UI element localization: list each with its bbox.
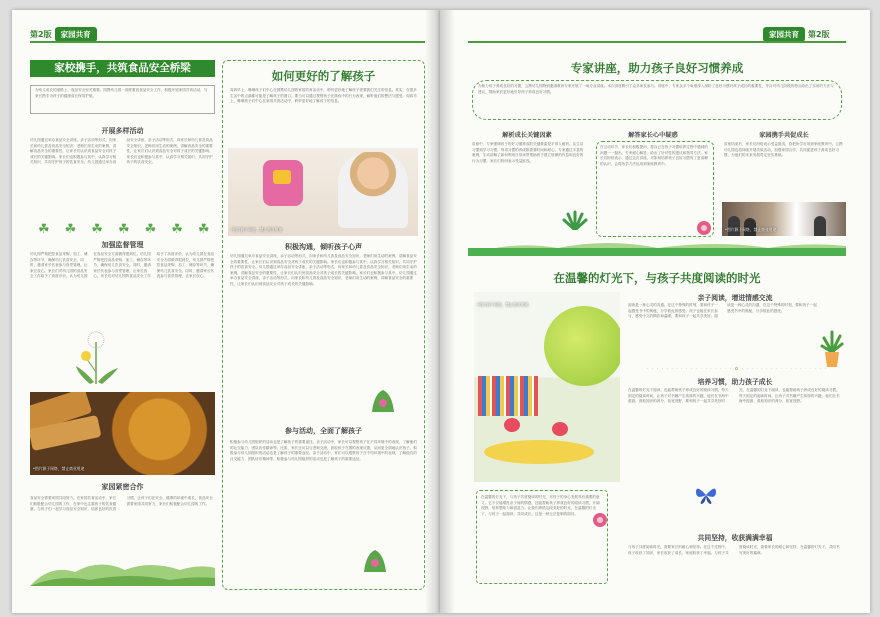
photo-caption: *图片源于网络，禁止商业用途 [231,227,283,232]
section-title: 培养习惯，助力孩子成长 [697,378,773,386]
leaf-illustration [360,548,390,574]
section-title: 家园紧密合作 [101,483,144,491]
middle-intro: 周四早上，琳琳孩子们中心在园携幼儿园的家园共育活动中，聆听更好地了解孩子需要我们关注的信息。其实，在很多生活中的点滴都可能是了解孩子的窗口。要当可以通过观察孩子在游戏中的行为表现，倾听他们的想法与感受。周四早上，琳琳孩子们中心在家园共育活动中，聆听更好地了解孩子的信息。 [230,88,417,104]
photo-caption: *图片源于网络，禁止商业用途 [725,227,777,232]
section-title: 积极沟通，倾听孩子心声 [285,243,362,251]
section-body: 积极参与幼儿园组织的活动也是了解孩子的重要途径。亲子活动中，家长可以观察孩子在不同环境中的表现，了解他们的社交能力、团队协作精神等。比如，家长还可以与老师交流，获取孩子在园的表现反馈，从而更全面地认识孩子。积极参与幼儿园组织的活动也是了解孩子的重要途径。亲子活动中，家长可以观察孩子在不同环境中的表现，了解他们的社交能力、团队协作精神等。积极参与幼儿园组织的活动也是了解孩子的重要途径。 [230,440,417,461]
section-body: 幼儿园通过举办食品安全讲座，亲子活动等形式，向家长和幼儿普及食品安全知识，老师们用生动的案例，讲解食品安全的重要性，让家长们认识到食品安全对孩子成长的关键影响。家长们也积极参与其中，认真学习相关知识，共同守护孩子的饮食安全。幼儿园通过举办食品安全讲座，亲子活动等形式，向家长和幼儿普及食品安全知识，老师们用生动的案例，讲解食品安全的重要性，让家长们认识到食品安全对孩子成长的关键影响。家长们也积极参与其中。幼儿园通过举办食品安全讲座，亲子活动等形式，向家长和幼儿普及食品安全知识，老师们用生动的案例，讲解食品安全的重要性，让家长们认识到食品安全对孩子成长的关键影响。 [230,254,417,286]
butterfly-illustration [694,484,718,506]
potted-plant-illustration [820,330,844,368]
plant-illustration [560,210,590,230]
flower-illustration [692,216,716,240]
section-label: 家园共育 [55,27,97,42]
right-intro-box: 为助力孩子养成良好的习惯，云携幼儿园特别邀请教育专家开展了一场专业讲座。本次讲座吸引了众多家长参与。讲座中，专家从多个角度深入剖析了良好习惯对孩子成长的重要性，并针对幼儿阶段的特点给出了实用的方法与建议，帮助家长更好地引导孩子养成良好习惯。 [472,80,842,120]
section-title: 开展多样活动 [101,127,144,135]
food-photo [30,392,215,475]
flower-illustration [588,508,612,532]
grass-divider [468,238,846,256]
lecture-photo [722,202,846,236]
reading-note-box: 在温馨的灯光下，与孩子共度阅读的时光，对孩子的身心发展具有重要的意义。它不仅能增进亲子间的情感，还能帮助孩子养成良好的阅读习惯，开阔视野，培养想象力和创造力。让我们珍惜这段美好的时光，在温馨的灯光下，与孩子一起阅读，共同成长。这是一种无法复制的陪伴。 [476,490,608,584]
page-number: 第2版 [30,30,52,39]
green-dome [544,306,620,386]
audience-figure [814,216,826,236]
column-title: 家园携手共促成长 [759,132,809,139]
yellow-floor [484,440,594,464]
audience-figure [728,216,740,236]
section-title: 共同坚持，收获满满幸福 [697,534,773,542]
child-figure [338,152,408,228]
column-body: 在互动环节，家长们积极提问，将自己在孩子习惯培养过程中遇到的问题一一抛出。专家耐心解答，给出了针对性的建议和指导方法。家长们纷纷表示，通过这次讲座，对如何培养孩子良好习惯有了更清晰的认识，会将所学方法运用到家庭教育中。 [596,141,714,237]
banner-title: 家校携手，共筑食品安全桥梁 [30,60,215,77]
section-title: 亲子阅读，增进情感交流 [697,294,773,302]
library-photo [474,292,620,482]
section-body: 阅读是一种心灵的沟通。在这个特殊的时刻，要和孩子一起感受书中的奥秘，分享彼此的感受。孩子也能在家长参与，感受中文的精彩和温暖，要和孩子一起共享美好。阅读是一种心灵的沟通，在这个特殊的时刻，要和孩子一起感受书中的奥秘，分享彼此的感受。 [628,303,817,319]
clover-divider: ☘☘☘☘☘☘☘ [38,222,225,237]
section-label: 家园共育 [763,27,805,42]
section-body: 与孩子共度阅读时光，需要家长的耐心和坚持。在这个过程中，孩子收获了知识，家长收获了成长，家庭收获了幸福。与孩子共度阅读时光，需要家长的耐心和坚持，在温馨的灯光下，共同书写美好的篇章。 [628,545,840,555]
section-body: 食品安全需要家园共同努力。在家园共育活动中，家长们积极配合幼儿园的工作，在家中也注重孩子的饮食健康。与孩子们一起学习食品安全知识，培养良好的饮食习惯，让孩子们在安全、健康的环境中成长。食品安全需要家园共同努力，家长们积极配合幼儿园的工作。 [30,496,213,512]
right-title: 专家讲座，助力孩子良好习惯养成 [570,61,744,75]
dandelion-illustration [70,328,122,386]
dotted-divider: · · · · · · · · · · · · · · · · · · ✿ · · · · · · · · · · · · · · · · · · [647,367,827,372]
column-title: 解析成长关键因素 [502,132,552,139]
toy-window [273,170,291,184]
column-title: 解答家长心中疑惑 [628,132,678,139]
section-body: 幼儿园通过举办食品安全讲座，亲子活动等形式，向家长和幼儿普及食品安全知识，老师们用生动的案例，讲解食品安全的重要性，让家长们认识到食品安全对孩子成长的关键影响。家长们也积极参与其中，认真学习相关知识，共同守护孩子的饮食安全。幼儿园通过举办食品安全讲座，亲子活动等形式，向家长和幼儿普及食品安全知识，老师们用生动的案例，讲解食品安全的重要性，让家长们认识到食品安全对孩子成长的关键影响。家长们也积极参与其中，认真学习相关知识，共同守护孩子的饮食安全。 [30,138,213,165]
column-body: 讲座结束后，家长们纷纷表示受益匪浅，将把所学应用到家庭教育中。云携幼儿园也将持续开展类似活动，加强家园合作，共同促进孩子养成良好习惯，为他们的未来发展奠定坚实基础。 [724,142,843,158]
right-header-rule [468,41,846,43]
section-title: 加强监督管理 [101,241,144,249]
photo-caption: *图片源于网络，禁止商业用途 [33,466,85,471]
reading-title: 在温馨的灯光下，与孩子共度阅读的时光 [553,271,761,285]
red-stool [504,418,520,432]
page-number: 第2版 [808,30,830,39]
leaf-illustration [368,388,398,414]
photo-caption: *图片源于网络，禁止商业用途 [477,302,529,307]
column-body: 讲座中，专家强调孩子的好习惯养成的关键要素是平常入耐析。从生活习惯到学习习惯，每项习惯的养成都需要时间和耐心。专家通过丰富的案例，生动讲解了如何利用日常场景帮助孩子建立规律的作息和良好的行为习惯，家长们纷纷表示受益匪浅。 [472,142,584,163]
middle-title: 如何更好的了解孩子 [271,69,376,83]
grass-illustration [30,556,215,586]
child-play-photo [228,148,418,236]
red-stool [552,422,568,436]
bookshelf [478,376,538,416]
intro-box: 为幼儿成长的道路上，食品安全至关重要。园携幼儿园一高度重视食品安全工作，积极开展家园共育活动，与家长携手为孩子的健康成长保驾护航。 [30,85,215,114]
section-body: 幼儿园严格把控食品采购、加工、储存等环节，确保幼儿饮食安全。同时，邀请家长代表参与食堂管理，让家长放心。家长们对幼儿园的食品安全工作给予了高度评价，认为幼儿园在食品安全方面做得很到位。幼儿园严格把控食品采购、加工、储存等环节，确保幼儿饮食安全。同时，邀请家长代表参与食堂管理，让家长放心。家长们对幼儿园的食品安全工作给予了高度评价，认为幼儿园在食品安全方面做得很到位，幼儿园严格把控食品采购、加工、储存等环节，确保幼儿饮食安全。同时，邀请家长代表参与食堂管理，让家长放心。 [30,252,215,279]
section-body: 在温馨的灯光下阅读，也能帮助孩子养成良好的阅读习惯。每天固定的阅读时间，让孩子对书籍产生浓厚的兴趣，他们在书海中遨游，汲取知识的养分，拓宽视野，要和孩子一起共享美好时光，在温馨的灯光下阅读，也能帮助孩子养成良好的阅读习惯。每天固定的阅读时间，让孩子对书籍产生浓厚的兴趣，他们在书海中遨游，汲取知识的养分，拓宽视野。 [628,388,840,404]
section-title: 参与活动，全面了解孩子 [285,427,362,435]
left-header-rule [30,41,425,43]
